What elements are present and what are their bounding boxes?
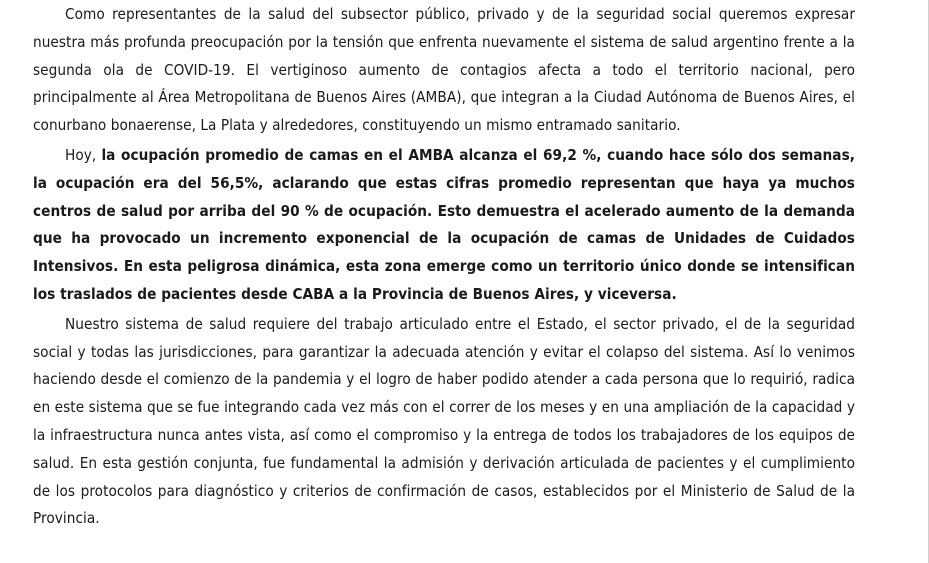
document-page (33, 0, 855, 563)
paragraph-occupancy (33, 142, 855, 309)
paragraph-system: Nuestro sistema de salud requiere del trabajo articulado entre el Estado, el sector privado, el de la seguridad social y todas las jurisdicciones, para garantizar la adecuada atención y evitar el colapso del sistema. Así lo venimos haciendo desde el comienzo de la pandemia y el logro de haber podido atender a cada persona que lo requirió, radica en este sistema que se fue integrando cada vez más con el correr de los meses y en una ampliación de la capacidad y la infraestructura nunca antes vista, así como el compromiso y la entrega de todos los trabajadores de los equipos de salud. En esta gestión conjunta, fue fundamental la admisión y derivación articulada de pacientes y el cumplimiento de los protocolos para diagnóstico y criterios de confirmación de casos, establecidos por el Ministerio de Salud de la Provincia. (33, 314, 855, 528)
paragraph-occupancy-bold: la ocupación promedio de camas en el AMBA alcanza el 69,2 %, cuando hace sólo dos semanas, la ocupación era del 56,5%, aclarando que estas cifras promedio representan que haya ya muchos centros de salud por arriba del 90 % de ocupación. Esto demuestra el acelerado aumento de la demanda que ha provocado un incremento exponencial de la ocupación de camas de Unidades de Cuidados Intensivos. En esta peligrosa dinámica, esta zona emerge como un territorio único donde se intensifican los traslados de pacientes desde CABA a la Provincia de Buenos Aires, y viceversa. (33, 145, 855, 303)
paragraph-occupancy-lead: Hoy, (65, 145, 97, 164)
paragraph-intro: Como representantes de la salud del subsector público, privado y de la seguridad social queremos expresar nuestra más profunda preocupación por la tensión que enfrenta nuevamente el sistema de salud argentino frente a la segunda ola de COVID-19. El vertiginoso aumento de contagios afecta a todo el territorio nacional, pero principalmente al Área Metropolitana de Buenos Aires (AMBA), que integran a la Ciudad Autónoma de Buenos Aires, el conurbano bonaerense, La Plata y alrededores, constituyendo un mismo entramado sanitario. (33, 5, 855, 135)
